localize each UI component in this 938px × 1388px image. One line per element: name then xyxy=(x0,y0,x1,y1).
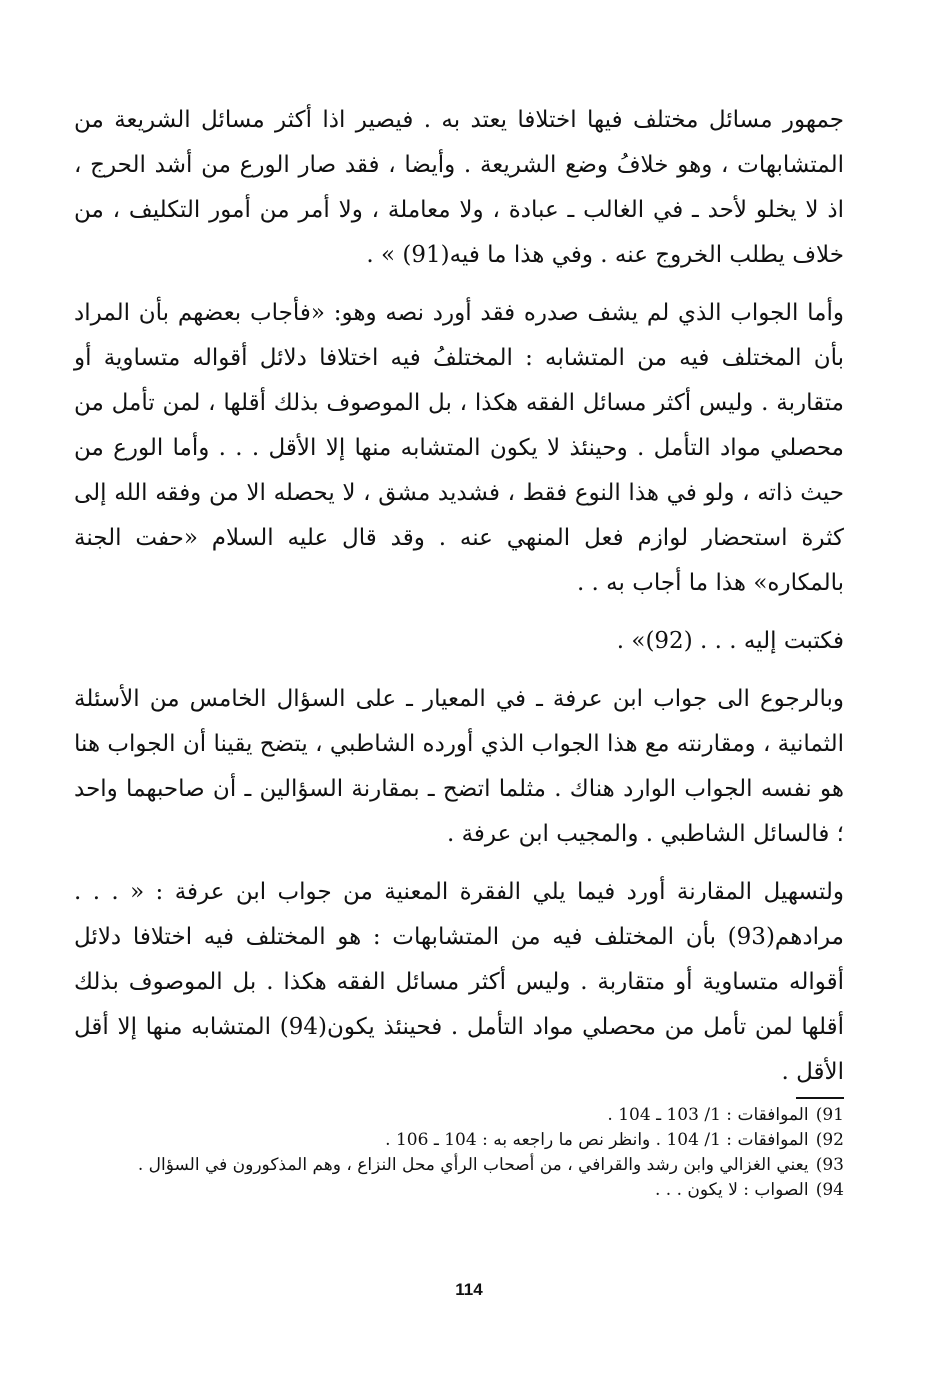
footnote-text: الصواب : لا يكون . . . xyxy=(654,1180,809,1200)
footnote-number: 92) xyxy=(815,1130,844,1150)
footnote xyxy=(74,1103,844,1128)
paragraph: فكتبت إليه . . . (92)» . xyxy=(616,628,844,654)
footnote-number: 93) xyxy=(815,1155,844,1175)
footnote-number: 94) xyxy=(815,1180,844,1200)
paragraph: جمهور مسائل مختلف فيها اختلافا يعتد به . فيصير اذا أكثر مسائل الشريعة من المتشابهات ، وهو خلافُ وضع الشريعة . وأيضا ، فقد صار الورع من أشد الحرج ، اذ لا يخلو لأحد ـ في الغالب ـ عبادة ، ولا معاملة ، ولا أمر من أمور التكليف ، من خلاف يطلب الخروج عنه . وفي هذا ما فيه(91) » . xyxy=(74,107,845,268)
footnote xyxy=(74,1153,844,1178)
footnote xyxy=(74,1178,844,1203)
paragraph: ولتسهيل المقارنة أورد فيما يلي الفقرة المعنية من جواب ابن عرفة : « . . . مرادهم(93) بأن المختلف فيه من المتشابهات : هو المختلف فيه اختلافا دلائل أقواله متساوية أو متقاربة . وليس أكثر مسائل الفقه هكذا . بل الموصوف بذلك أقلها لمن تأمل من محصلي مواد التأمل . فحينئذ يكون(94) المتشابه منها إلا أقل الأقل . xyxy=(74,879,845,1085)
footnotes xyxy=(74,1103,844,1203)
paragraph: وأما الجواب الذي لم يشف صدره فقد أورد نصه وهو: «فأجاب بعضهم بأن المراد بأن المختلف فيه من المتشابه : المختلفُ فيه اختلافا دلائل أقواله متساوية أو متقاربة . وليس أكثر مسائل الفقه هكذا ، بل الموصوف بذلك أقلها ، لمن تأمل من محصلي مواد التأمل . وحينئذ لا يكون المتشابه منها إلا الأقل . . . وأما الورع من حيث ذاته ، ولو في هذا النوع فقط ، فشديد مشق ، لا يحصله الا من وفقه الله إلى كثرة استحضار لوازم فعل المنهي عنه . وقد قال عليه السلام «حفت الجنة بالمكاره» هذا ما أجاب به . . xyxy=(74,300,844,596)
paragraph: وبالرجوع الى جواب ابن عرفة ـ في المعيار ـ على السؤال الخامس من الأسئلة الثمانية ، ومقارنته مع هذا الجواب الذي أورده الشاطبي ، يتضح يقينا أن الجواب هنا هو نفسه الجواب الوارد هناك . مثلما اتضح ـ بمقارنة السؤالين ـ أن صاحبهما واحد ؛ فالسائل الشاطبي . والمجيب ابن عرفة . xyxy=(74,686,844,847)
footnote-text: يعني الغزالي وابن رشد والقرافي ، من أصحاب الرأي محل النزاع ، وهم المذكورون في السؤال . xyxy=(137,1155,809,1175)
body-text xyxy=(74,98,844,1108)
footnote-text: الموافقات : 1/ 104 . وانظر نص ما راجعه به : 104 ـ 106 . xyxy=(385,1130,809,1150)
footnote-separator xyxy=(796,1097,844,1099)
page-number: 114 xyxy=(455,1280,483,1299)
footnote-number: 91) xyxy=(815,1105,844,1125)
footnote-text: الموافقات : 1/ 103 ـ 104 . xyxy=(607,1105,809,1125)
footnote xyxy=(74,1128,844,1153)
